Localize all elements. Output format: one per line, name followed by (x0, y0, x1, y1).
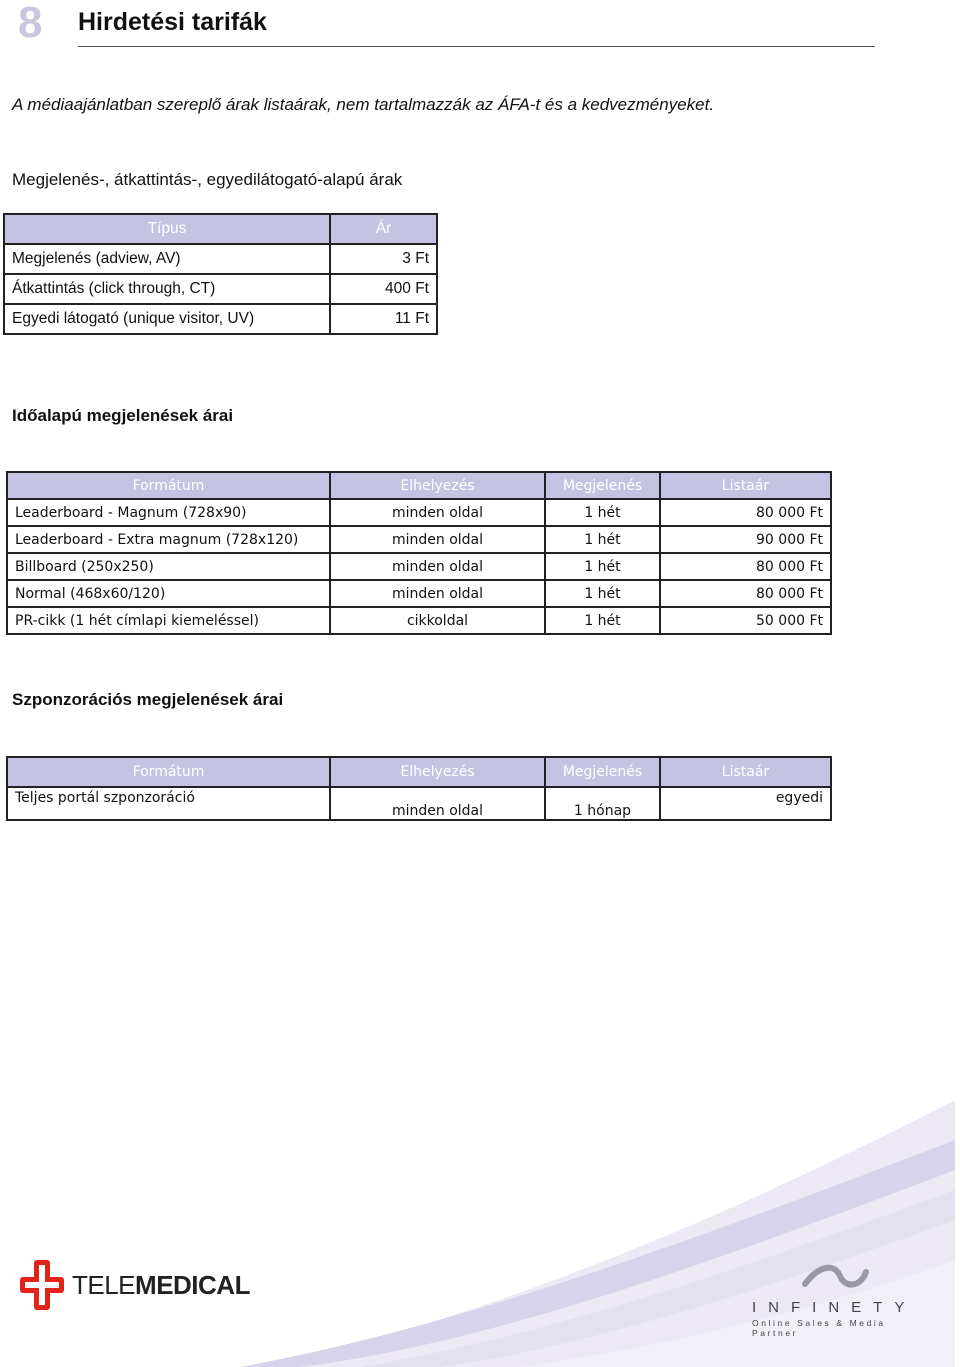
infinety-tagline: Online Sales & Media Partner (752, 1318, 886, 1338)
column-header: Elhelyezés (330, 472, 545, 499)
table-cell: 80 000 Ft (660, 499, 831, 526)
table-cell: Billboard (250x250) (7, 553, 330, 580)
table-row (7, 553, 831, 580)
table-cell: Egyedi látogató (unique visitor, UV) (4, 304, 330, 334)
table-cell: Teljes portál szponzoráció (7, 787, 330, 820)
table-row (7, 526, 831, 553)
telemedical-logo (20, 1260, 250, 1310)
section-heading-impression-prices: Megjelenés-, átkattintás-, egyedilátogató-alapú árak (12, 170, 403, 189)
table-cell: 90 000 Ft (660, 526, 831, 553)
telemedical-wordmark (72, 1270, 250, 1301)
table-cell: Leaderboard - Extra magnum (728x120) (7, 526, 330, 553)
table-row (7, 580, 831, 607)
table-cell: 80 000 Ft (660, 553, 831, 580)
sponsorship-price-table (6, 756, 832, 821)
table-cell: 1 hét (545, 607, 660, 634)
table-row (4, 304, 437, 334)
column-header: Formátum (7, 757, 330, 787)
table-cell: 400 Ft (330, 274, 437, 304)
table-header-row (7, 472, 831, 499)
red-cross-icon (20, 1260, 64, 1310)
table-cell: Átkattintás (click through, CT) (4, 274, 330, 304)
column-header: Típus (4, 214, 330, 244)
table-cell: minden oldal (330, 553, 545, 580)
table-row (7, 499, 831, 526)
section-heading-sponsorship: Szponzorációs megjelenések árai (12, 690, 284, 709)
table-cell: minden oldal (330, 787, 545, 820)
table-cell: minden oldal (330, 499, 545, 526)
section-heading-time-based: Időalapú megjelenések árai (12, 406, 234, 425)
table-cell: Megjelenés (adview, AV) (4, 244, 330, 274)
table-cell: 3 Ft (330, 244, 437, 274)
telemedical-wordmark-light: TELE (72, 1269, 136, 1300)
table-header-row (4, 214, 437, 244)
table-cell: 50 000 Ft (660, 607, 831, 634)
table-cell: 1 hét (545, 580, 660, 607)
table-row (4, 244, 437, 274)
table-cell: minden oldal (330, 580, 545, 607)
page-title: Hirdetési tarifák (78, 8, 267, 36)
infinety-logo (752, 1262, 922, 1338)
column-header: Listaár (660, 472, 831, 499)
column-header: Listaár (660, 757, 831, 787)
column-header: Ár (330, 214, 437, 244)
table-cell: 1 hét (545, 499, 660, 526)
table-header-row (7, 757, 831, 787)
time-based-price-table (6, 471, 832, 635)
column-header: Megjelenés (545, 472, 660, 499)
table-cell: 80 000 Ft (660, 580, 831, 607)
intro-note: A médiaajánlatban szereplő árak listaárak, nem tartalmazzák az ÁFA-t és a kedvezményeket. (12, 95, 715, 114)
table-cell: egyedi (660, 787, 831, 820)
impression-price-table (3, 213, 438, 335)
table-cell: cikkoldal (330, 607, 545, 634)
table-cell: 1 hét (545, 526, 660, 553)
column-header: Megjelenés (545, 757, 660, 787)
column-header: Elhelyezés (330, 757, 545, 787)
table-row (7, 607, 831, 634)
table-cell: Normal (468x60/120) (7, 580, 330, 607)
infinity-swirl-icon (800, 1262, 870, 1292)
infinety-wordmark: INFINETY (752, 1299, 917, 1316)
table-cell: minden oldal (330, 526, 545, 553)
table-row (4, 274, 437, 304)
table-row (7, 787, 831, 820)
table-cell: 1 hónap (545, 787, 660, 820)
table-cell: Leaderboard - Magnum (728x90) (7, 499, 330, 526)
page-number: 8 (18, 0, 43, 47)
table-cell: 1 hét (545, 553, 660, 580)
table-cell: PR-cikk (1 hét címlapi kiemeléssel) (7, 607, 330, 634)
title-divider (78, 46, 875, 47)
table-cell: 11 Ft (330, 304, 437, 334)
telemedical-wordmark-bold: MEDICAL (135, 1269, 250, 1300)
column-header: Formátum (7, 472, 330, 499)
